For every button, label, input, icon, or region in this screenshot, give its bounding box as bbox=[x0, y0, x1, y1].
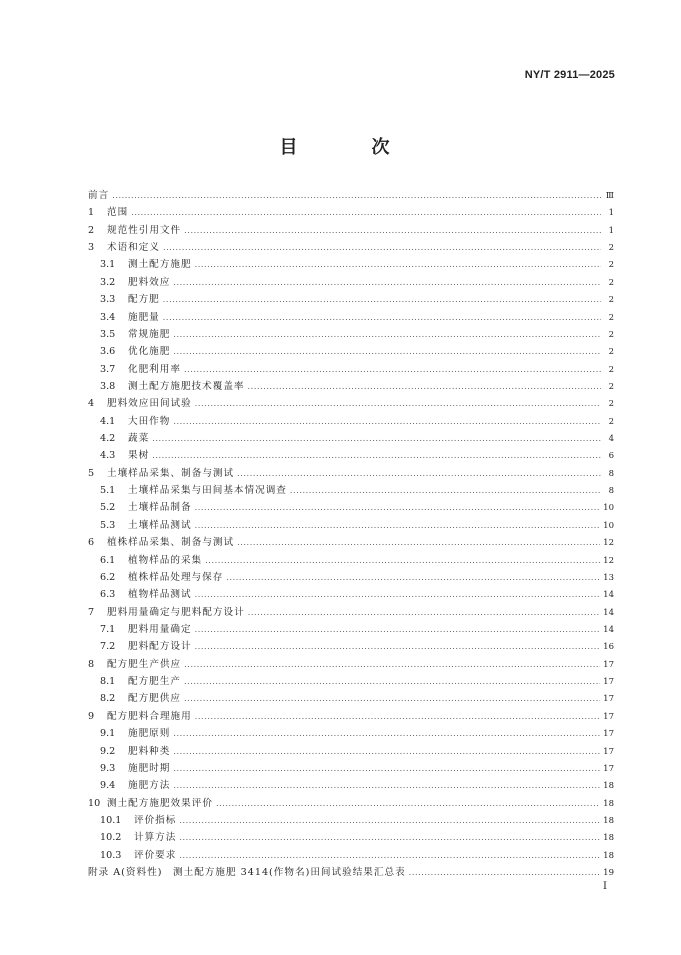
toc-leader-dots bbox=[173, 274, 601, 291]
toc-leader-dots bbox=[173, 326, 601, 343]
toc-entry[interactable] bbox=[88, 447, 614, 464]
toc-entry[interactable] bbox=[88, 673, 614, 690]
toc-entry-page: 18 bbox=[603, 781, 614, 792]
toc-entry[interactable] bbox=[88, 690, 614, 707]
toc-entry-number: 9 bbox=[88, 710, 95, 722]
toc-entry[interactable] bbox=[88, 725, 614, 742]
toc-leader-dots bbox=[195, 517, 601, 534]
toc-entry-label: 配方肥生产 bbox=[128, 676, 181, 688]
toc-entry-number: 3.3 bbox=[100, 294, 116, 306]
toc-entry-number: 2 bbox=[88, 224, 95, 236]
toc-entry-label: 肥料用量确定 bbox=[128, 623, 192, 635]
toc-entry-page: 17 bbox=[603, 746, 614, 757]
toc-leader-dots bbox=[179, 829, 600, 846]
toc-leader-dots bbox=[237, 534, 600, 551]
toc-entry-number: 8.1 bbox=[100, 676, 116, 688]
toc-entry-page: 17 bbox=[603, 729, 614, 740]
toc-entry[interactable] bbox=[88, 326, 614, 343]
toc-entry-page: 18 bbox=[603, 815, 614, 826]
toc-entry-label: 肥料效应 bbox=[128, 276, 171, 288]
toc-entry-label: 评价指标 bbox=[134, 814, 177, 826]
toc-entry-label: 植株样品采集、制备与测试 bbox=[107, 537, 235, 549]
toc-entry-page: 8 bbox=[608, 486, 614, 497]
toc-entry-number: 3.4 bbox=[100, 311, 116, 323]
toc-entry-page: 17 bbox=[603, 711, 614, 722]
toc-leader-dots bbox=[163, 309, 601, 326]
toc-entry[interactable] bbox=[88, 864, 614, 881]
toc-entry-number: 3 bbox=[88, 242, 95, 254]
toc-entry-page: 12 bbox=[603, 555, 614, 566]
toc-leader-dots bbox=[173, 743, 600, 760]
toc-entry[interactable] bbox=[88, 517, 614, 534]
toc-entry-page: 14 bbox=[603, 607, 614, 618]
toc-entry-page: 2 bbox=[608, 295, 614, 306]
toc-entry-number: 9.2 bbox=[100, 745, 116, 757]
toc-entry-page: 2 bbox=[608, 243, 614, 254]
toc-entry-page: 2 bbox=[608, 381, 614, 392]
toc-entry-label: 配方肥 bbox=[128, 294, 160, 306]
toc-entry-label: 前言 bbox=[88, 190, 110, 201]
toc-leader-dots bbox=[248, 378, 601, 395]
toc-entry-page: 12 bbox=[603, 538, 614, 549]
toc-leader-dots bbox=[173, 413, 601, 430]
toc-entry[interactable] bbox=[88, 204, 614, 221]
toc-leader-dots bbox=[290, 482, 601, 499]
toc-leader-dots bbox=[173, 760, 600, 777]
toc-entry-label: 配方肥生产供应 bbox=[107, 658, 182, 670]
toc-entry-number: 6.2 bbox=[100, 571, 116, 583]
toc-entry-number: 5.2 bbox=[100, 502, 116, 514]
toc-entry-page: 14 bbox=[603, 624, 614, 635]
toc-entry-label: 范围 bbox=[107, 207, 129, 219]
toc-leader-dots bbox=[195, 621, 601, 638]
toc-entry-number: 9.1 bbox=[100, 728, 116, 740]
toc-entry[interactable] bbox=[88, 343, 614, 360]
toc-entry-label: 植物样品测试 bbox=[128, 589, 192, 601]
toc-entry-label: 土壤样品采集与田间基本情况调查 bbox=[128, 485, 287, 497]
toc-entry[interactable] bbox=[88, 361, 614, 378]
toc-entry-label: 肥料用量确定与肥料配方设计 bbox=[107, 606, 245, 618]
toc-entry-label: 肥料种类 bbox=[128, 745, 171, 757]
toc-leader-dots bbox=[237, 465, 601, 482]
toc-leader-dots bbox=[205, 552, 600, 569]
toc-entry[interactable] bbox=[88, 638, 614, 655]
toc-entry-page: 4 bbox=[608, 434, 614, 445]
toc-leader-dots bbox=[216, 795, 600, 812]
toc-entry-page: 18 bbox=[603, 850, 614, 861]
toc-leader-dots bbox=[184, 673, 600, 690]
toc-entry-page: 19 bbox=[603, 868, 614, 879]
toc-entry-number: 10.3 bbox=[100, 849, 122, 861]
toc-entry-number: 5.1 bbox=[100, 485, 116, 497]
toc-entry-label: 土壤样品采集、制备与测试 bbox=[107, 467, 235, 479]
toc-entry-number: 6 bbox=[88, 537, 95, 549]
toc-entry[interactable] bbox=[88, 413, 614, 430]
toc-entry-number: 5 bbox=[88, 467, 95, 479]
standard-code: NY/T 2911—2025 bbox=[524, 69, 615, 81]
toc-entry-label: 果树 bbox=[128, 450, 150, 462]
toc-leader-dots bbox=[195, 395, 601, 412]
toc-entry-number: 7.2 bbox=[100, 641, 116, 653]
toc-entry-page: 17 bbox=[603, 694, 614, 705]
toc-leader-dots bbox=[179, 812, 600, 829]
toc-entry-label: 蔬菜 bbox=[128, 433, 150, 445]
toc-entry-number: 3.5 bbox=[100, 328, 116, 340]
toc-entry-number: 3.8 bbox=[100, 380, 116, 392]
toc-leader-dots bbox=[248, 604, 600, 621]
toc-leader-dots bbox=[152, 447, 601, 464]
toc-entry[interactable] bbox=[88, 552, 614, 569]
toc-entry-number: 3.2 bbox=[100, 276, 116, 288]
toc-entry-label: 肥料效应田间试验 bbox=[107, 398, 192, 410]
toc-entry-page: 16 bbox=[603, 642, 614, 653]
toc-entry[interactable] bbox=[88, 482, 614, 499]
toc-entry[interactable] bbox=[88, 743, 614, 760]
toc-entry-number: 7.1 bbox=[100, 623, 116, 635]
toc-entry[interactable] bbox=[88, 465, 614, 482]
toc-entry-page: 10 bbox=[603, 503, 614, 514]
toc-entry[interactable] bbox=[88, 430, 614, 447]
toc-entry-number: 6.1 bbox=[100, 554, 116, 566]
toc-entry[interactable] bbox=[88, 586, 614, 603]
toc-entry-label: 植物样品的采集 bbox=[128, 554, 203, 566]
toc-leader-dots bbox=[184, 690, 600, 707]
toc-entry[interactable] bbox=[88, 239, 614, 256]
toc-entry-label: 优化施肥 bbox=[128, 346, 171, 358]
toc-entry-number: 8 bbox=[88, 658, 95, 670]
toc-entry-page: 8 bbox=[608, 468, 614, 479]
toc-entry-label: 附录 A(资料性) 测土配方施肥 3414(作物名)田间试验结果汇总表 bbox=[88, 867, 406, 879]
toc-entry-label: 术语和定义 bbox=[107, 242, 160, 254]
toc-entry-page: 1 bbox=[608, 225, 614, 236]
toc-leader-dots bbox=[184, 222, 601, 239]
toc-entry-page: 2 bbox=[608, 277, 614, 288]
toc-entry-page: 17 bbox=[603, 677, 614, 688]
toc-leader-dots bbox=[112, 187, 601, 204]
toc-entry[interactable] bbox=[88, 187, 614, 204]
toc-entry-number: 6.3 bbox=[100, 589, 116, 601]
toc-entry-number: 5.3 bbox=[100, 519, 116, 531]
toc-entry-label: 常规施肥 bbox=[128, 328, 171, 340]
toc-entry-label: 测土配方施肥技术覆盖率 bbox=[128, 380, 245, 392]
toc-entry[interactable] bbox=[88, 812, 614, 829]
table-of-contents bbox=[88, 187, 614, 881]
toc-leader-dots bbox=[195, 256, 601, 273]
toc-entry[interactable] bbox=[88, 760, 614, 777]
toc-entry-page: 17 bbox=[603, 659, 614, 670]
toc-entry-page: 18 bbox=[603, 798, 614, 809]
page-title: 目 次 bbox=[279, 137, 418, 158]
toc-entry-page: 2 bbox=[608, 312, 614, 323]
toc-leader-dots bbox=[409, 864, 601, 881]
toc-entry[interactable] bbox=[88, 274, 614, 291]
toc-entry-number: 10 bbox=[88, 797, 101, 809]
toc-entry-number: 9.3 bbox=[100, 762, 116, 774]
toc-entry[interactable] bbox=[88, 499, 614, 516]
toc-entry[interactable] bbox=[88, 569, 614, 586]
toc-entry-label: 植株样品处理与保存 bbox=[128, 571, 224, 583]
toc-leader-dots bbox=[173, 343, 601, 360]
toc-entry-number: 4.1 bbox=[100, 415, 116, 427]
toc-entry[interactable] bbox=[88, 222, 614, 239]
toc-entry-page: 10 bbox=[603, 520, 614, 531]
toc-entry[interactable] bbox=[88, 777, 614, 794]
toc-entry-number: 3.1 bbox=[100, 259, 116, 271]
toc-entry[interactable] bbox=[88, 604, 614, 621]
toc-entry-page: 2 bbox=[608, 399, 614, 410]
toc-entry[interactable] bbox=[88, 395, 614, 412]
toc-leader-dots bbox=[152, 430, 601, 447]
toc-entry-label: 配方肥供应 bbox=[128, 693, 181, 705]
toc-leader-dots bbox=[195, 586, 601, 603]
toc-entry-number: 1 bbox=[88, 207, 95, 219]
toc-leader-dots bbox=[163, 239, 601, 256]
toc-entry-label: 计算方法 bbox=[134, 832, 177, 844]
toc-entry-label: 测土配方施肥 bbox=[128, 259, 192, 271]
toc-leader-dots bbox=[163, 291, 601, 308]
toc-entry-label: 施肥时期 bbox=[128, 762, 171, 774]
toc-entry-page: Ⅲ bbox=[605, 191, 614, 201]
toc-entry-page: 6 bbox=[608, 451, 614, 462]
toc-entry-number: 10.1 bbox=[100, 814, 122, 826]
toc-entry-number: 3.6 bbox=[100, 346, 116, 358]
toc-entry-page: 18 bbox=[603, 833, 614, 844]
toc-leader-dots bbox=[173, 777, 600, 794]
toc-entry[interactable] bbox=[88, 829, 614, 846]
toc-entry[interactable] bbox=[88, 309, 614, 326]
toc-entry-page: 13 bbox=[603, 572, 614, 583]
toc-entry-label: 测土配方施肥效果评价 bbox=[107, 797, 213, 809]
toc-entry-label: 规范性引用文件 bbox=[107, 224, 182, 236]
toc-leader-dots bbox=[184, 656, 600, 673]
toc-entry[interactable] bbox=[88, 656, 614, 673]
toc-leader-dots bbox=[131, 204, 601, 221]
toc-entry-number: 4 bbox=[88, 398, 95, 410]
toc-entry-label: 施肥量 bbox=[128, 311, 160, 323]
toc-entry-page: 2 bbox=[608, 260, 614, 271]
toc-entry-label: 肥料配方设计 bbox=[128, 641, 192, 653]
toc-entry-page: 14 bbox=[603, 590, 614, 601]
toc-entry[interactable] bbox=[88, 256, 614, 273]
toc-entry-label: 化肥利用率 bbox=[128, 363, 181, 375]
toc-entry-number: 9.4 bbox=[100, 780, 116, 792]
toc-leader-dots bbox=[179, 847, 600, 864]
toc-entry-number: 4.2 bbox=[100, 433, 116, 445]
toc-entry[interactable] bbox=[88, 534, 614, 551]
toc-leader-dots bbox=[195, 638, 601, 655]
toc-entry-number: 10.2 bbox=[100, 832, 122, 844]
toc-leader-dots bbox=[173, 725, 600, 742]
toc-entry-page: 2 bbox=[608, 347, 614, 358]
toc-leader-dots bbox=[195, 708, 600, 725]
toc-entry-label: 大田作物 bbox=[128, 415, 171, 427]
toc-entry-page: 17 bbox=[603, 763, 614, 774]
toc-entry[interactable] bbox=[88, 291, 614, 308]
toc-entry[interactable] bbox=[88, 378, 614, 395]
toc-entry[interactable] bbox=[88, 847, 614, 864]
toc-entry-page: 2 bbox=[608, 329, 614, 340]
toc-leader-dots bbox=[226, 569, 600, 586]
toc-entry-page: 1 bbox=[608, 208, 614, 219]
toc-entry[interactable] bbox=[88, 708, 614, 725]
toc-entry-number: 7 bbox=[88, 606, 95, 618]
toc-entry-label: 配方肥料合理施用 bbox=[107, 710, 192, 722]
toc-entry-label: 施肥方法 bbox=[128, 780, 171, 792]
toc-entry-number: 8.2 bbox=[100, 693, 116, 705]
toc-entry[interactable] bbox=[88, 621, 614, 638]
toc-entry-page: 2 bbox=[608, 364, 614, 375]
toc-entry-label: 评价要求 bbox=[134, 849, 177, 861]
page-folio: Ⅰ bbox=[603, 881, 607, 892]
toc-entry-page: 2 bbox=[608, 416, 614, 427]
toc-entry[interactable] bbox=[88, 795, 614, 812]
toc-leader-dots bbox=[184, 361, 601, 378]
toc-entry-label: 土壤样品测试 bbox=[128, 519, 192, 531]
toc-leader-dots bbox=[195, 499, 601, 516]
toc-entry-number: 3.7 bbox=[100, 363, 116, 375]
toc-entry-label: 施肥原则 bbox=[128, 728, 171, 740]
toc-entry-number: 4.3 bbox=[100, 450, 116, 462]
toc-entry-label: 土壤样品制备 bbox=[128, 502, 192, 514]
